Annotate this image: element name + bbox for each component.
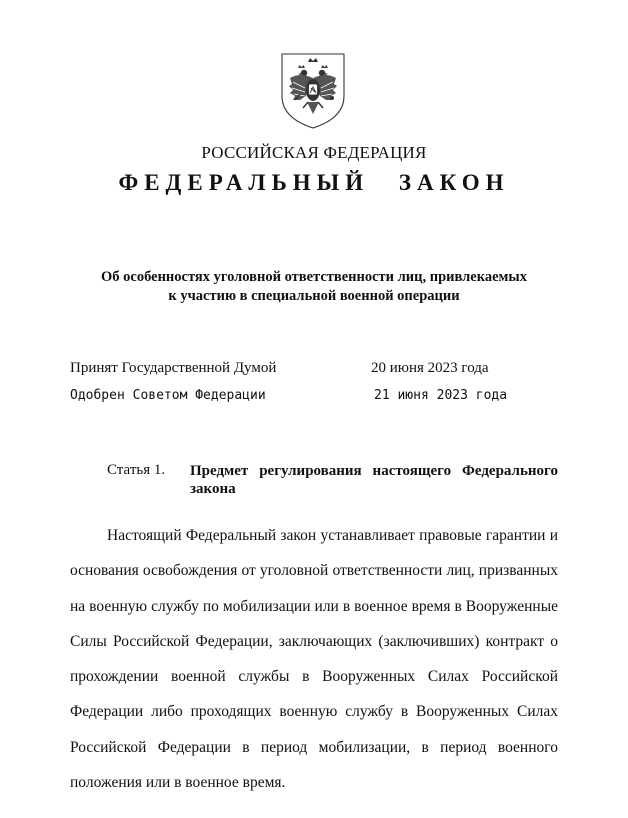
adopted-date: 20 июня 2023 года	[371, 360, 489, 376]
law-type-heading: ФЕДЕРАЛЬНЫЙ ЗАКОН	[118, 170, 510, 195]
approved-by-council-label: Одобрен Советом Федерации	[70, 388, 266, 403]
article-body-text: Настоящий Федеральный закон устанавливает правовые гарантии и основания освобождения от уголовной ответственности лиц, призванных на военную службу по мобилизации или в военное время в Вооруженные Силы Российской Федерации, заключающих (заключивших) контракт о прохождении военной службы в Вооруженных Силах Российской Федерации либо проходящих военную службу в Вооруженных Силах Российской Федерации в период мобилизации, в период военного положения или в военное время.	[70, 527, 558, 792]
country-heading: РОССИЙСКАЯ ФЕДЕРАЦИЯ	[201, 143, 427, 162]
document-title-line-1: Об особенностях уголовной ответственности лиц, привлекаемых	[100, 269, 527, 285]
document-title-line-2: к участию в специальной военной операции	[168, 288, 460, 304]
approved-date: 21 июня 2023 года	[374, 388, 508, 403]
article-number: Статья 1.	[107, 462, 166, 478]
document-title	[70, 268, 558, 306]
adopted-by-duma-label: Принят Государственной Думой	[70, 360, 277, 376]
double-headed-eagle-icon	[278, 50, 348, 130]
coat-of-arms-emblem	[278, 50, 348, 130]
article-heading: Предмет регулирования настоящего Федерального закона	[190, 463, 558, 497]
